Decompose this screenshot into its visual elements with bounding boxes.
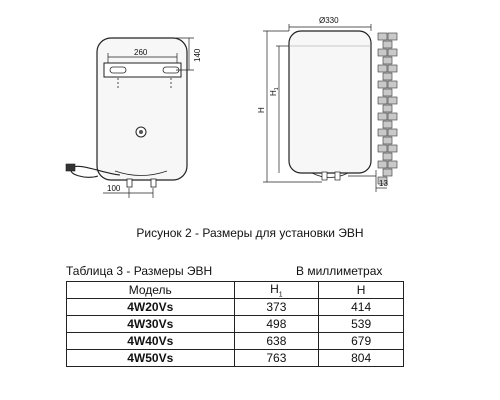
dim-pipe-spacing-label: 100 <box>107 184 121 193</box>
dim-h1-label: $H_1$ <box>269 87 280 96</box>
cell-model: 4W50Vs <box>67 350 235 367</box>
wall <box>378 33 397 184</box>
cell-h1: 638 <box>234 333 319 350</box>
power-plug <box>66 164 75 171</box>
figure-caption: Рисунок 2 - Размеры для установки ЭВН <box>136 226 364 240</box>
dim-mount-width-label: 260 <box>134 48 148 57</box>
header-model: Модель <box>67 282 235 299</box>
inlet-pipe <box>127 179 132 187</box>
cell-h1: 498 <box>234 316 319 333</box>
cell-model: 4W20Vs <box>67 299 235 316</box>
outlet-pipe <box>151 179 156 187</box>
cell-h1: 373 <box>234 299 319 316</box>
dim-h-label: H <box>257 107 266 113</box>
cell-h: 414 <box>319 299 404 316</box>
table-row <box>67 299 404 316</box>
front-view-heater <box>66 38 187 187</box>
header-h1: $H_1$ <box>234 282 319 299</box>
table-header-row <box>67 282 404 299</box>
cell-model: 4W30Vs <box>67 316 235 333</box>
cell-model: 4W40Vs <box>67 333 235 350</box>
side-view-heater <box>289 31 371 180</box>
table-title: Таблица 3 - Размеры ЭВН <box>66 264 213 278</box>
cell-h: 539 <box>319 316 404 333</box>
dim-top-offset-label: 140 <box>193 48 202 62</box>
table-row <box>67 333 404 350</box>
cell-h: 679 <box>319 333 404 350</box>
table-row <box>67 316 404 333</box>
cell-h: 804 <box>319 350 404 367</box>
table-units: В миллиметрах <box>296 264 383 278</box>
dim-diameter-label: Ø330 <box>319 16 339 25</box>
cell-h1: 763 <box>234 350 319 367</box>
header-h: H <box>319 282 404 299</box>
dimensions-table <box>66 281 404 367</box>
dim-bottom-label: 13 <box>379 179 388 188</box>
table-row <box>67 350 404 367</box>
